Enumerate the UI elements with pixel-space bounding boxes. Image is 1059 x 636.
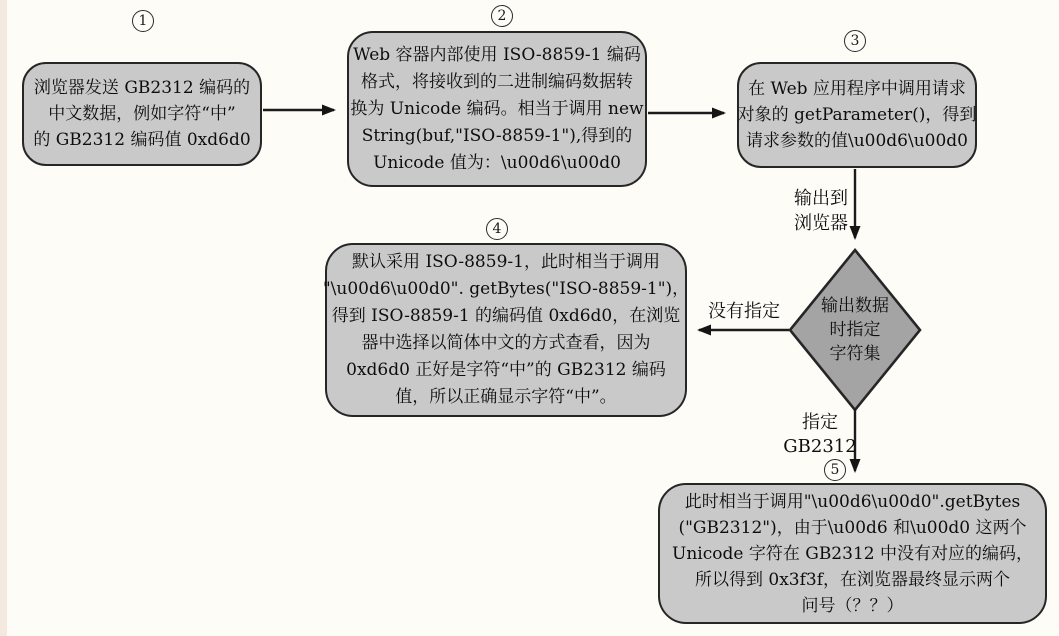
step-5-text-line: 所以得到 0x3f3f，在浏览器最终显示两个 <box>694 569 1011 590</box>
edge-label-output-to-browser <box>760 186 848 236</box>
step-3-text-line: 在 Web 应用程序中调用请求 <box>748 79 966 99</box>
edge-label-specified-gb2312 <box>775 411 865 459</box>
step-1-text-line: 浏览器发送 GB2312 编码的 <box>33 78 251 98</box>
step-1-box <box>22 62 262 166</box>
step-4-text-line: "\u00d6\u00d0". getBytes("ISO-8859-1")， <box>322 279 690 299</box>
step-4-number-badge: 4 <box>486 218 508 240</box>
decision-diamond-label <box>789 294 921 366</box>
step-2-text-line: Web 容器内部使用 ISO-8859-1 编码 <box>353 44 641 65</box>
step-4-text-line: 默认采用 ISO-8859-1，此时相当于调用 <box>352 252 660 272</box>
step-5-text-line: ("GB2312")，由于\u00d6 和\u00d0 这两个 <box>678 517 1027 538</box>
step-1-number-badge: 1 <box>132 10 154 32</box>
step-1-text-line: 中文数据，例如字符“中” <box>48 104 236 124</box>
edge-label-line: GB2312 <box>783 436 857 457</box>
step-4-text-line: 值，所以正确显示字符“中”。 <box>395 387 617 407</box>
step-2-text-line: 格式，将接收到的二进制编码数据转 <box>361 71 633 92</box>
step-5-box <box>658 483 1047 624</box>
step-4-text-line: 得到 ISO-8859-1 的编码值 0xd6d0，在浏览 <box>331 306 681 326</box>
edge-label-line: 输出到 <box>794 188 848 209</box>
step-2-box <box>347 31 647 187</box>
edge-label-line: 浏览器 <box>794 213 848 234</box>
step-5-text-line: Unicode 字符在 GB2312 中没有对应的编码， <box>672 543 1033 564</box>
step-2-number-badge: 2 <box>491 5 513 27</box>
step-1-text-line: 的 GB2312 编码值 0xd6d0 <box>33 130 251 150</box>
step-4-box <box>322 243 690 417</box>
decision-text-line: 输出数据 <box>821 296 889 316</box>
step-5-text-line: 此时相当于调用"\u00d6\u00d0".getBytes <box>684 491 1021 512</box>
decision-text-line: 字符集 <box>829 344 881 364</box>
step-4-text-line: 器中选择以简体中文的方式查看，因为 <box>361 333 651 353</box>
step-4-text-line: 0xd6d0 正好是字符“中”的 GB2312 编码 <box>346 360 666 380</box>
step-5-text-line: 问号（？？） <box>801 595 904 616</box>
step-3-text-line: 对象的 getParameter()，得到 <box>737 105 977 125</box>
step-3-number-badge: 3 <box>844 30 866 52</box>
step-3-text-line: 请求参数的值\u00d6\u00d0 <box>745 131 968 151</box>
step-5-number-badge: 5 <box>824 459 846 481</box>
decision-text-line: 时指定 <box>829 320 881 340</box>
step-2-text-line: String(buf,"ISO-8859-1"),得到的 <box>361 125 633 146</box>
step-2-text-line: 换为 Unicode 编码。相当于调用 new <box>350 98 644 119</box>
edge-label-not-specified: 没有指定 <box>708 301 780 322</box>
step-3-box <box>737 62 977 168</box>
edge-label-line: 指定 <box>802 412 838 433</box>
step-2-text-line: Unicode 值为：\u00d6\u00d0 <box>373 152 621 173</box>
